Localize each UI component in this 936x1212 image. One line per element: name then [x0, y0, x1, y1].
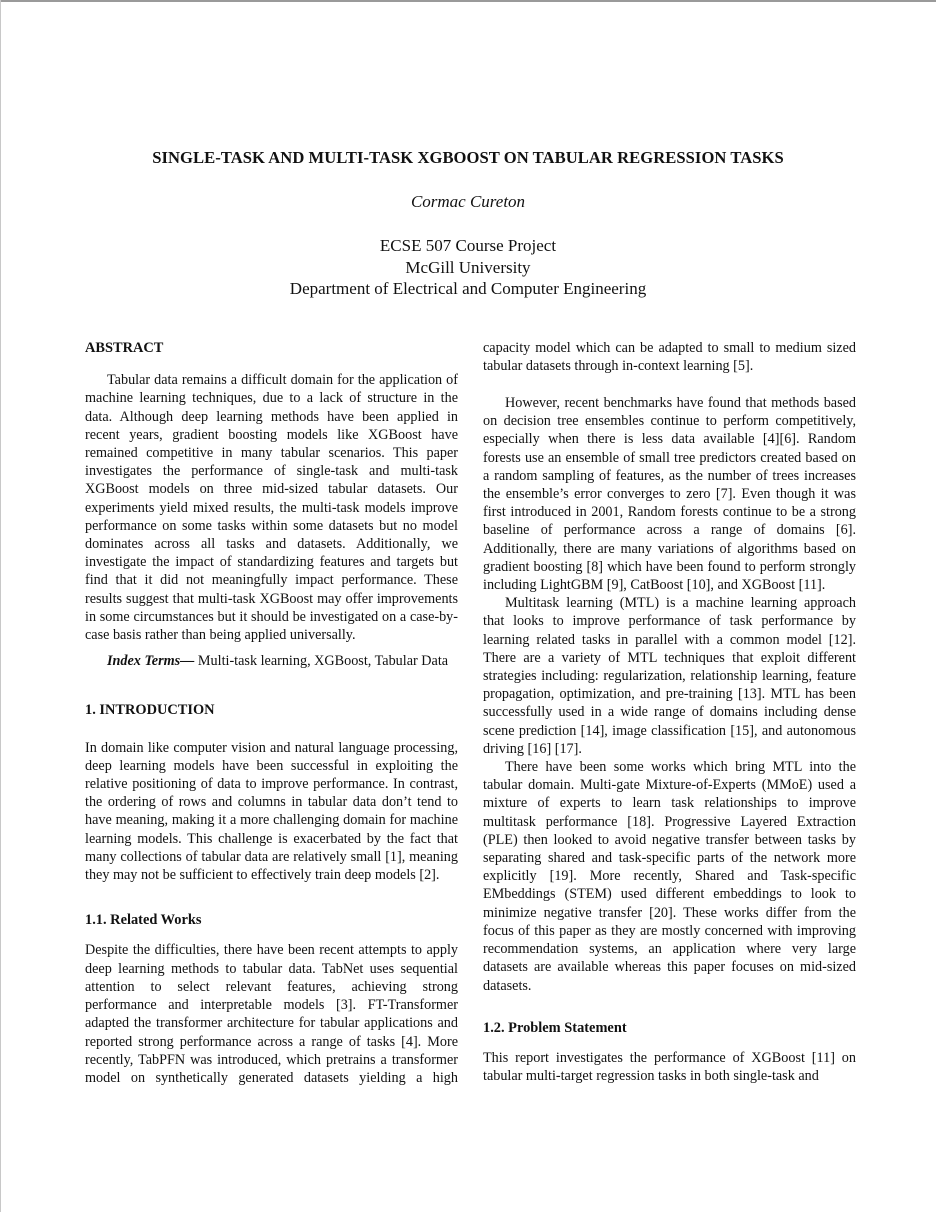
problem-statement-paragraph-1: This report investigates the performance of XGBoost [11] on tabular multi-target regression tasks in both single-task and [483, 1049, 856, 1085]
related-works-paragraph-4: There have been some works which bring MTL into the tabular domain. Multi-gate Mixture-of-Experts (MMoE) used a mixture of experts to learn task relationships to improve multitask performance [18]. Progressive Layered Extraction (PLE) then looked to avoid negative transfer between tasks by separating shared and task-specific parts of the network more explicitly [19]. More recently, Shared and Task-specific EMbeddings (STEM) used different embeddings to look to minimize negative transfer [20]. These works differ from the focus of this paper as they are mostly concerned with improving recommendation systems, an application where very large datasets are available whereas this paper focuses on mid-sized datasets. [483, 759, 856, 994]
affiliation-department: Department of Electrical and Computer Engineering [289, 279, 647, 299]
page-top-border [0, 0, 936, 2]
affiliation-university: McGill University [405, 257, 531, 277]
affiliation-course: ECSE 507 Course Project [379, 236, 557, 255]
page-left-border [0, 0, 1, 1212]
index-terms-text: Multi-task learning, XGBoost, Tabular Data [197, 653, 449, 670]
related-works-continuation [483, 339, 856, 394]
introduction-heading: 1. INTRODUCTION [85, 702, 215, 719]
right-column [483, 339, 856, 1085]
related-works-paragraph-3: Multitask learning (MTL) is a machine learning approach that looks to improve performance of task performance by learning related tasks in parallel with a common model [12]. There are a variety of MTL techniques that exploit different strategies including: regularization, relationship learning, feature propagation, optimization, and pre-training [13]. MTL has been successfully used in a wide range of domains including dense scene prediction [14], image classification [15], and autonomous driving [16] [17]. [483, 595, 856, 757]
related-works-paragraph-1-continued: capacity model which can be adapted to small to medium sized tabular datasets through in-context learning [5]. [483, 339, 856, 374]
author-name: Cormac Cureton [410, 192, 526, 211]
related-works-paragraph-2: However, recent benchmarks have found that methods based on decision tree ensembles continue to perform competitively, especially when there is less data available [4][6]. Random forests use an ensemble of small tree predictors created based on a random sampling of features, as the number of trees increases the ensemble’s error converges to zero [7]. Even though it was first introduced in 2001, Random forests continue to be a strong baseline of performance across a range of domains [6]. Additionally, there are many variations of algorithms based on gradient boosting [8] which have been found to perform strongly including LightGBM [9], CatBoost [10], and XGBoost [11]. [483, 395, 856, 594]
abstract-heading: ABSTRACT [85, 340, 164, 356]
left-column [85, 339, 458, 1087]
related-works-heading: 1.1. Related Works [85, 912, 202, 929]
affiliation-block [0, 235, 936, 300]
paper-title: SINGLE-TASK AND MULTI-TASK XGBOOST ON TABULAR REGRESSION TASKS [152, 148, 784, 167]
index-terms [85, 652, 458, 670]
index-terms-label: Index Terms— [107, 653, 195, 670]
introduction-paragraph-1: In domain like computer vision and natural language processing, deep learning models have been successful in exploiting the relative positioning of data to improve performance. In contrast, the ordering of rows and columns in tabular data don’t tend to have meaning, making it a more challenging domain for machine learning models. This challenge is exacerbated by the fact that many collections of tabular data are relatively small [1], meaning they may not be sufficient to effectively train deep models [2]. [85, 739, 458, 884]
problem-statement-heading: 1.2. Problem Statement [483, 1019, 627, 1036]
related-works-paragraph-1: Despite the difficulties, there have been recent attempts to apply deep learning methods to tabular data. TabNet uses sequential attention to select relevant features, achieving strong performance and interpretable models [3]. FT-Transformer adapted the transformer architecture for tabular applications and reported strong performance across a range of tasks [4]. More recently, TabPFN was introduced, which pretrains a transformer model on synthetically generated datasets yielding a high [85, 942, 458, 1086]
abstract-text: Tabular data remains a difficult domain for the application of machine learning techniques, due to a lack of structure in the data. Although deep learning methods have been applied in recent years, gradient boosting models like XGBoost have remained competitive in many tabular scenarios. This paper investigates the performance of single-task and multi-task XGBoost models on three mid-sized tabular datasets. Our experiments yield mixed results, the multi-task models improve performance on some tasks within some datasets but no model dominates across all tasks and datasets. Additionally, we investigate the impact of standardizing features and targets but find that it did not meaningfully impact performance. These results suggest that multi-task XGBoost may offer improvements in some circumstances but it should be investigated on a case-by-case basis rather than being applied universally. [85, 372, 458, 644]
